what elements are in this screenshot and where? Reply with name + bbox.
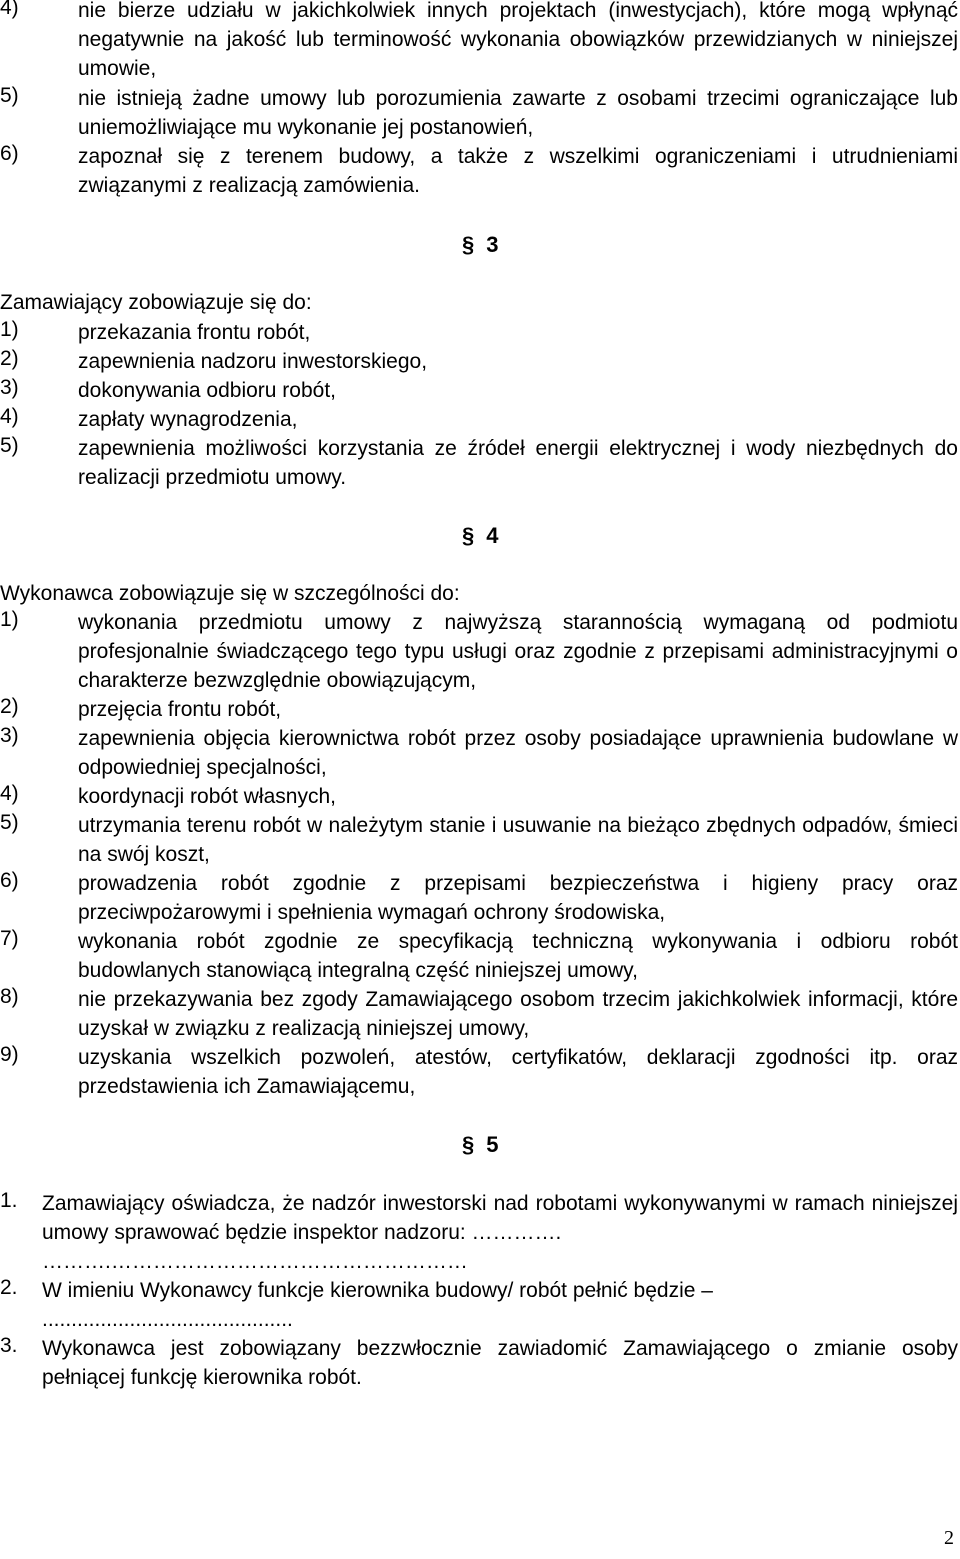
paragraph-dotted-line: ........................................... (42, 1308, 293, 1331)
list-text: przekazania frontu robót, (78, 321, 311, 344)
list-item (0, 318, 958, 347)
list-number: 6) (0, 142, 19, 165)
list-item (0, 434, 958, 492)
list-text: przejęcia frontu robót, (78, 698, 282, 721)
list-item (0, 985, 958, 1043)
list-item (0, 376, 958, 405)
section-heading-5 (462, 1132, 499, 1158)
list-item (0, 84, 958, 142)
list-item (0, 405, 958, 434)
list-text: nie bierze udziału w jakichkolwiek innych projektach (inwestycjach), które mogą wpłynąć negatywnie na jakość lub terminowość wykonania obowiązków przewidzianych w niniejszej umowie, (78, 0, 958, 80)
list-text: utrzymania terenu robót w należytym stanie i usuwanie na bieżąco zbędnych odpadów, śmieci na swój koszt, (78, 814, 958, 866)
list-text: koordynacji robót własnych, (78, 785, 336, 808)
list-text: dokonywania odbioru robót, (78, 379, 337, 402)
section-number: 4 (486, 523, 499, 548)
list-text: zapłaty wynagrodzenia, (78, 408, 298, 431)
section-symbol: § (462, 1132, 475, 1157)
list-number: 1) (0, 318, 19, 341)
numbered-paragraph (0, 1189, 958, 1276)
list-number: 1) (0, 608, 19, 631)
list-number: 4) (0, 0, 19, 19)
list-number: 9) (0, 1043, 19, 1066)
list-item (0, 782, 958, 811)
list-number: 5) (0, 811, 19, 834)
list-number: 7) (0, 927, 19, 950)
section-heading-3 (462, 232, 499, 258)
section-number: 3 (486, 232, 499, 257)
page-number: 2 (944, 1527, 954, 1549)
section-symbol: § (462, 232, 475, 257)
list-item (0, 811, 958, 869)
list-text: nie istnieją żadne umowy lub porozumienia zawarte z osobami trzecimi ograniczające lub uniemożliwiające mu wykonanie jej postanowień, (78, 87, 958, 139)
paragraph-number: 2. (0, 1276, 18, 1299)
list-item (0, 927, 958, 985)
list-item (0, 1043, 958, 1101)
list-text: wykonania robót zgodnie ze specyfikacją techniczną wykonywania i odbioru robót budowlanych stanowiącą integralną część niniejszej umowy, (78, 930, 958, 982)
list-item (0, 347, 958, 376)
list-text: zapoznał się z terenem budowy, a także z wszelkimi ograniczeniami i utrudnieniami związanymi z realizacją zamówienia. (78, 145, 958, 197)
section-symbol: § (462, 523, 475, 548)
list-number: 8) (0, 985, 19, 1008)
paragraph-text: Zamawiający oświadcza, że nadzór inwestorski nad robotami wykonywanymi w ramach niniejszej umowy sprawować będzie inspektor nadzoru: …………. (42, 1192, 958, 1244)
paragraph-number: 1. (0, 1189, 18, 1212)
numbered-paragraph (0, 1276, 958, 1334)
paragraph-dotted-line: ……….…………………………………………… (42, 1250, 468, 1273)
list-number: 2) (0, 347, 19, 370)
list-item (0, 608, 958, 695)
list-text: nie przekazywania bez zgody Zamawiającego osobom trzecim jakichkolwiek informacji, które uzyskał w związku z realizacją niniejszej umowy, (78, 988, 958, 1040)
list-number: 5) (0, 434, 19, 457)
paragraph-number: 3. (0, 1334, 18, 1357)
list-number: 4) (0, 782, 19, 805)
paragraph-text: W imieniu Wykonawcy funkcje kierownika budowy/ robót pełnić będzie – (42, 1279, 713, 1302)
list-text: prowadzenia robót zgodnie z przepisami bezpieczeństwa i higieny pracy oraz przeciwpożarowymi i spełnienia wymagań ochrony środowiska, (78, 872, 958, 924)
list-text: uzyskania wszelkich pozwoleń, atestów, certyfikatów, deklaracji zgodności itp. oraz przedstawienia ich Zamawiającemu, (78, 1046, 958, 1098)
numbered-paragraph (0, 1334, 958, 1392)
list-text: zapewnienia możliwości korzystania ze źródeł energii elektrycznej i wody niezbędnych do realizacji przedmiotu umowy. (78, 437, 958, 489)
list-number: 2) (0, 695, 19, 718)
list-text: zapewnienia objęcia kierownictwa robót przez osoby posiadające uprawnienia budowlane w odpowiedniej specjalności, (78, 727, 958, 779)
section-heading-4 (462, 523, 499, 549)
paragraph-text: Wykonawca jest zobowiązany bezzwłocznie zawiadomić Zamawiającego o zmianie osoby pełniącej funkcję kierownika robót. (42, 1337, 958, 1389)
section-intro: Wykonawca zobowiązuje się w szczególności do: (0, 582, 460, 605)
section-intro: Zamawiający zobowiązuje się do: (0, 291, 312, 314)
list-number: 5) (0, 84, 19, 107)
list-text: zapewnienia nadzoru inwestorskiego, (78, 350, 428, 373)
list-item (0, 724, 958, 782)
list-number: 3) (0, 376, 19, 399)
list-item (0, 142, 958, 200)
list-number: 4) (0, 405, 19, 428)
list-number: 6) (0, 869, 19, 892)
list-item (0, 869, 958, 927)
list-number: 3) (0, 724, 19, 747)
list-text: wykonania przedmiotu umowy z najwyższą starannością wymaganą od podmiotu profesjonalnie świadczącego tego typu usługi oraz zgodnie z przepisami administracyjnymi o charakterze bezwzględnie obowiązującym, (78, 611, 958, 692)
list-item (0, 695, 958, 724)
section-number: 5 (486, 1132, 499, 1157)
list-item (0, 0, 958, 83)
